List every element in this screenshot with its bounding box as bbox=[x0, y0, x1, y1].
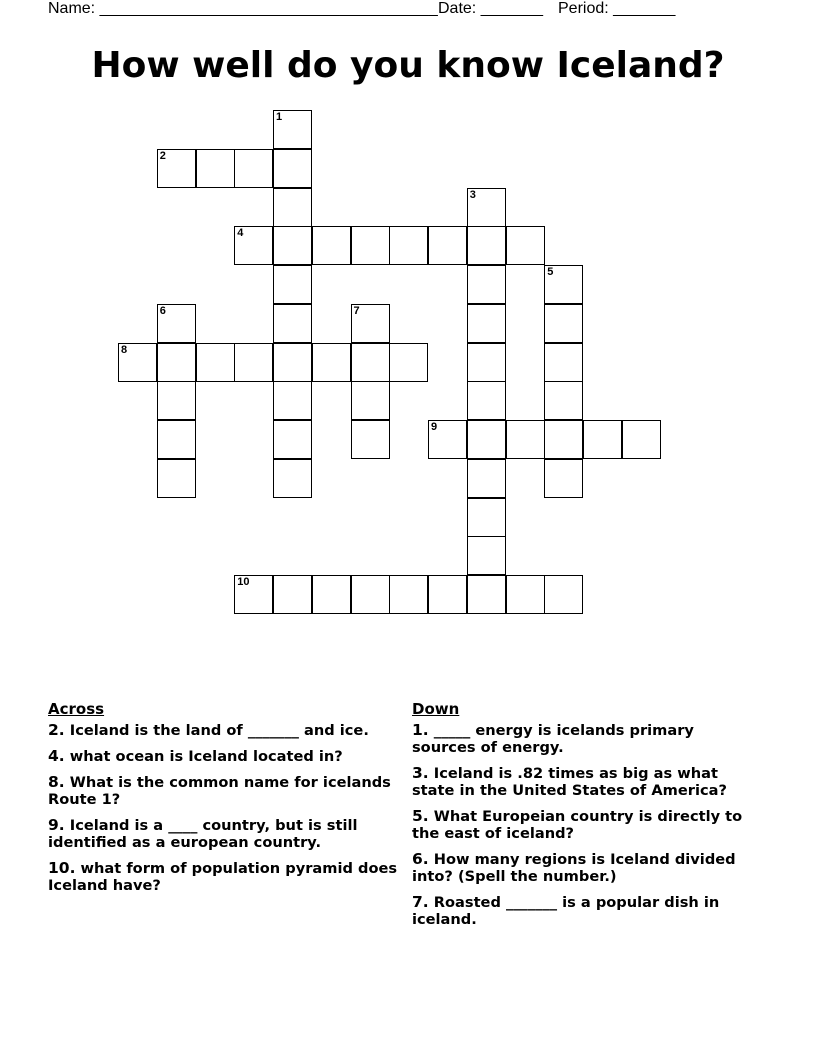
crossword-cell[interactable] bbox=[157, 304, 196, 343]
clue-number: 8. bbox=[48, 773, 65, 791]
clue-number: 9. bbox=[48, 816, 65, 834]
crossword-cell[interactable] bbox=[467, 536, 506, 575]
crossword-cell[interactable] bbox=[544, 343, 583, 382]
crossword-cell[interactable] bbox=[389, 575, 428, 614]
crossword-cell[interactable] bbox=[467, 381, 506, 420]
down-clues bbox=[412, 700, 757, 937]
crossword-cell[interactable] bbox=[157, 343, 196, 382]
crossword-cell[interactable] bbox=[196, 343, 235, 382]
name-field-label[interactable]: Name: ______________________________________ bbox=[48, 0, 438, 17]
crossword-cell[interactable] bbox=[389, 226, 428, 265]
crossword-cell[interactable] bbox=[157, 381, 196, 420]
crossword-cell[interactable] bbox=[273, 149, 312, 188]
clue-number: 5 bbox=[547, 266, 554, 278]
crossword-cell[interactable] bbox=[273, 265, 312, 304]
crossword-cell[interactable] bbox=[428, 226, 467, 265]
clue-number: 2 bbox=[159, 149, 166, 162]
crossword-cell[interactable] bbox=[351, 420, 390, 459]
crossword-cell[interactable] bbox=[351, 304, 390, 343]
crossword-cell[interactable] bbox=[312, 226, 351, 265]
crossword-cell[interactable] bbox=[506, 420, 545, 459]
crossword-cell[interactable] bbox=[273, 188, 312, 227]
across-clue bbox=[48, 860, 403, 894]
across-heading: Across bbox=[48, 700, 105, 718]
clue-text: Iceland is a ____ country, but is still identified as a european country. bbox=[48, 817, 358, 851]
crossword-cell[interactable] bbox=[467, 459, 506, 498]
clue-number: 4. bbox=[48, 747, 65, 765]
crossword-cell[interactable] bbox=[351, 575, 390, 614]
clue-number: 6. bbox=[412, 850, 429, 868]
clue-number: 3 bbox=[469, 188, 476, 201]
crossword-cell[interactable] bbox=[312, 575, 351, 614]
period-field-label[interactable]: Period: _______ bbox=[558, 0, 676, 17]
down-clue bbox=[412, 722, 757, 756]
clue-number: 3. bbox=[412, 764, 429, 782]
clue-number: 9 bbox=[431, 421, 438, 433]
across-clue bbox=[48, 722, 403, 739]
crossword-cell[interactable] bbox=[506, 575, 545, 614]
crossword-cell[interactable] bbox=[234, 226, 273, 265]
down-clue bbox=[412, 894, 757, 928]
crossword-cell[interactable] bbox=[312, 343, 351, 382]
crossword-cell[interactable] bbox=[544, 304, 583, 343]
across-clue bbox=[48, 817, 403, 851]
clue-number: 1. bbox=[412, 721, 429, 739]
across-clues bbox=[48, 700, 403, 903]
crossword-cell[interactable] bbox=[273, 304, 312, 343]
across-clue bbox=[48, 774, 403, 808]
crossword-cell[interactable] bbox=[467, 265, 506, 304]
clue-number: 5. bbox=[412, 807, 429, 825]
crossword-cell[interactable] bbox=[273, 226, 312, 265]
clue-text: What is the common name for icelands Route 1? bbox=[48, 774, 391, 808]
clue-number: 1 bbox=[276, 111, 283, 123]
crossword-cell[interactable] bbox=[467, 304, 506, 343]
down-clue bbox=[412, 808, 757, 842]
crossword-cell[interactable] bbox=[622, 420, 661, 459]
crossword-cell[interactable] bbox=[234, 575, 273, 614]
crossword-cell[interactable] bbox=[234, 149, 273, 188]
across-clue bbox=[48, 748, 403, 765]
crossword-cell[interactable] bbox=[118, 343, 157, 382]
crossword-cell[interactable] bbox=[157, 149, 196, 188]
clue-number: 10. bbox=[48, 859, 76, 877]
clue-number: 7. bbox=[412, 893, 429, 911]
crossword-cell[interactable] bbox=[583, 420, 622, 459]
crossword-cell[interactable] bbox=[544, 381, 583, 420]
crossword-cell[interactable] bbox=[467, 420, 506, 459]
crossword-cell[interactable] bbox=[157, 459, 196, 498]
crossword-cell[interactable] bbox=[273, 381, 312, 420]
down-heading: Down bbox=[412, 700, 460, 718]
clue-number: 10 bbox=[237, 576, 250, 588]
crossword-cell[interactable] bbox=[428, 420, 467, 459]
clue-number: 4 bbox=[237, 227, 244, 240]
clue-number: 8 bbox=[121, 343, 128, 356]
clue-text: What Europeian country is directly to the east of iceland? bbox=[412, 808, 743, 842]
crossword-cell[interactable] bbox=[544, 265, 583, 304]
crossword-cell[interactable] bbox=[234, 343, 273, 382]
crossword-cell[interactable] bbox=[273, 110, 312, 149]
clue-text: Roasted _______ is a popular dish in iceland. bbox=[412, 894, 720, 928]
clue-text: How many regions is Iceland divided into? (Spell the number.) bbox=[412, 851, 736, 885]
clue-text: Iceland is the land of _______ and ice. bbox=[64, 722, 369, 739]
clue-text: Iceland is .82 times as big as what state in the United States of America? bbox=[412, 765, 727, 799]
date-field-label[interactable]: Date: _______ bbox=[438, 0, 543, 17]
crossword-cell[interactable] bbox=[467, 343, 506, 382]
crossword-cell[interactable] bbox=[389, 343, 428, 382]
clue-text: _____ energy is icelands primary sources of energy. bbox=[412, 722, 694, 756]
crossword-cell[interactable] bbox=[196, 149, 235, 188]
crossword-cell[interactable] bbox=[506, 226, 545, 265]
page-title: How well do you know Iceland? bbox=[91, 45, 725, 86]
crossword-cell[interactable] bbox=[273, 459, 312, 498]
crossword-cell[interactable] bbox=[273, 420, 312, 459]
crossword-cell[interactable] bbox=[428, 575, 467, 614]
crossword-cell[interactable] bbox=[467, 226, 506, 265]
clue-number: 6 bbox=[159, 304, 166, 317]
crossword-cell[interactable] bbox=[544, 459, 583, 498]
crossword-cell[interactable] bbox=[273, 575, 312, 614]
crossword-cell[interactable] bbox=[467, 188, 506, 227]
crossword-cell[interactable] bbox=[351, 343, 390, 382]
clue-text: what ocean is Iceland located in? bbox=[64, 748, 343, 765]
clue-text: what form of population pyramid does Iceland have? bbox=[48, 860, 398, 894]
down-clue bbox=[412, 851, 757, 885]
crossword-cell[interactable] bbox=[351, 381, 390, 420]
crossword-cell[interactable] bbox=[157, 420, 196, 459]
crossword-cell[interactable] bbox=[467, 575, 506, 614]
crossword-cell[interactable] bbox=[273, 343, 312, 382]
down-clue bbox=[412, 765, 757, 799]
crossword-cell[interactable] bbox=[351, 226, 390, 265]
clue-number: 2. bbox=[48, 721, 65, 739]
crossword-cell[interactable] bbox=[544, 575, 583, 614]
clue-number: 7 bbox=[353, 304, 360, 317]
crossword-cell[interactable] bbox=[467, 498, 506, 537]
crossword-cell[interactable] bbox=[544, 420, 583, 459]
